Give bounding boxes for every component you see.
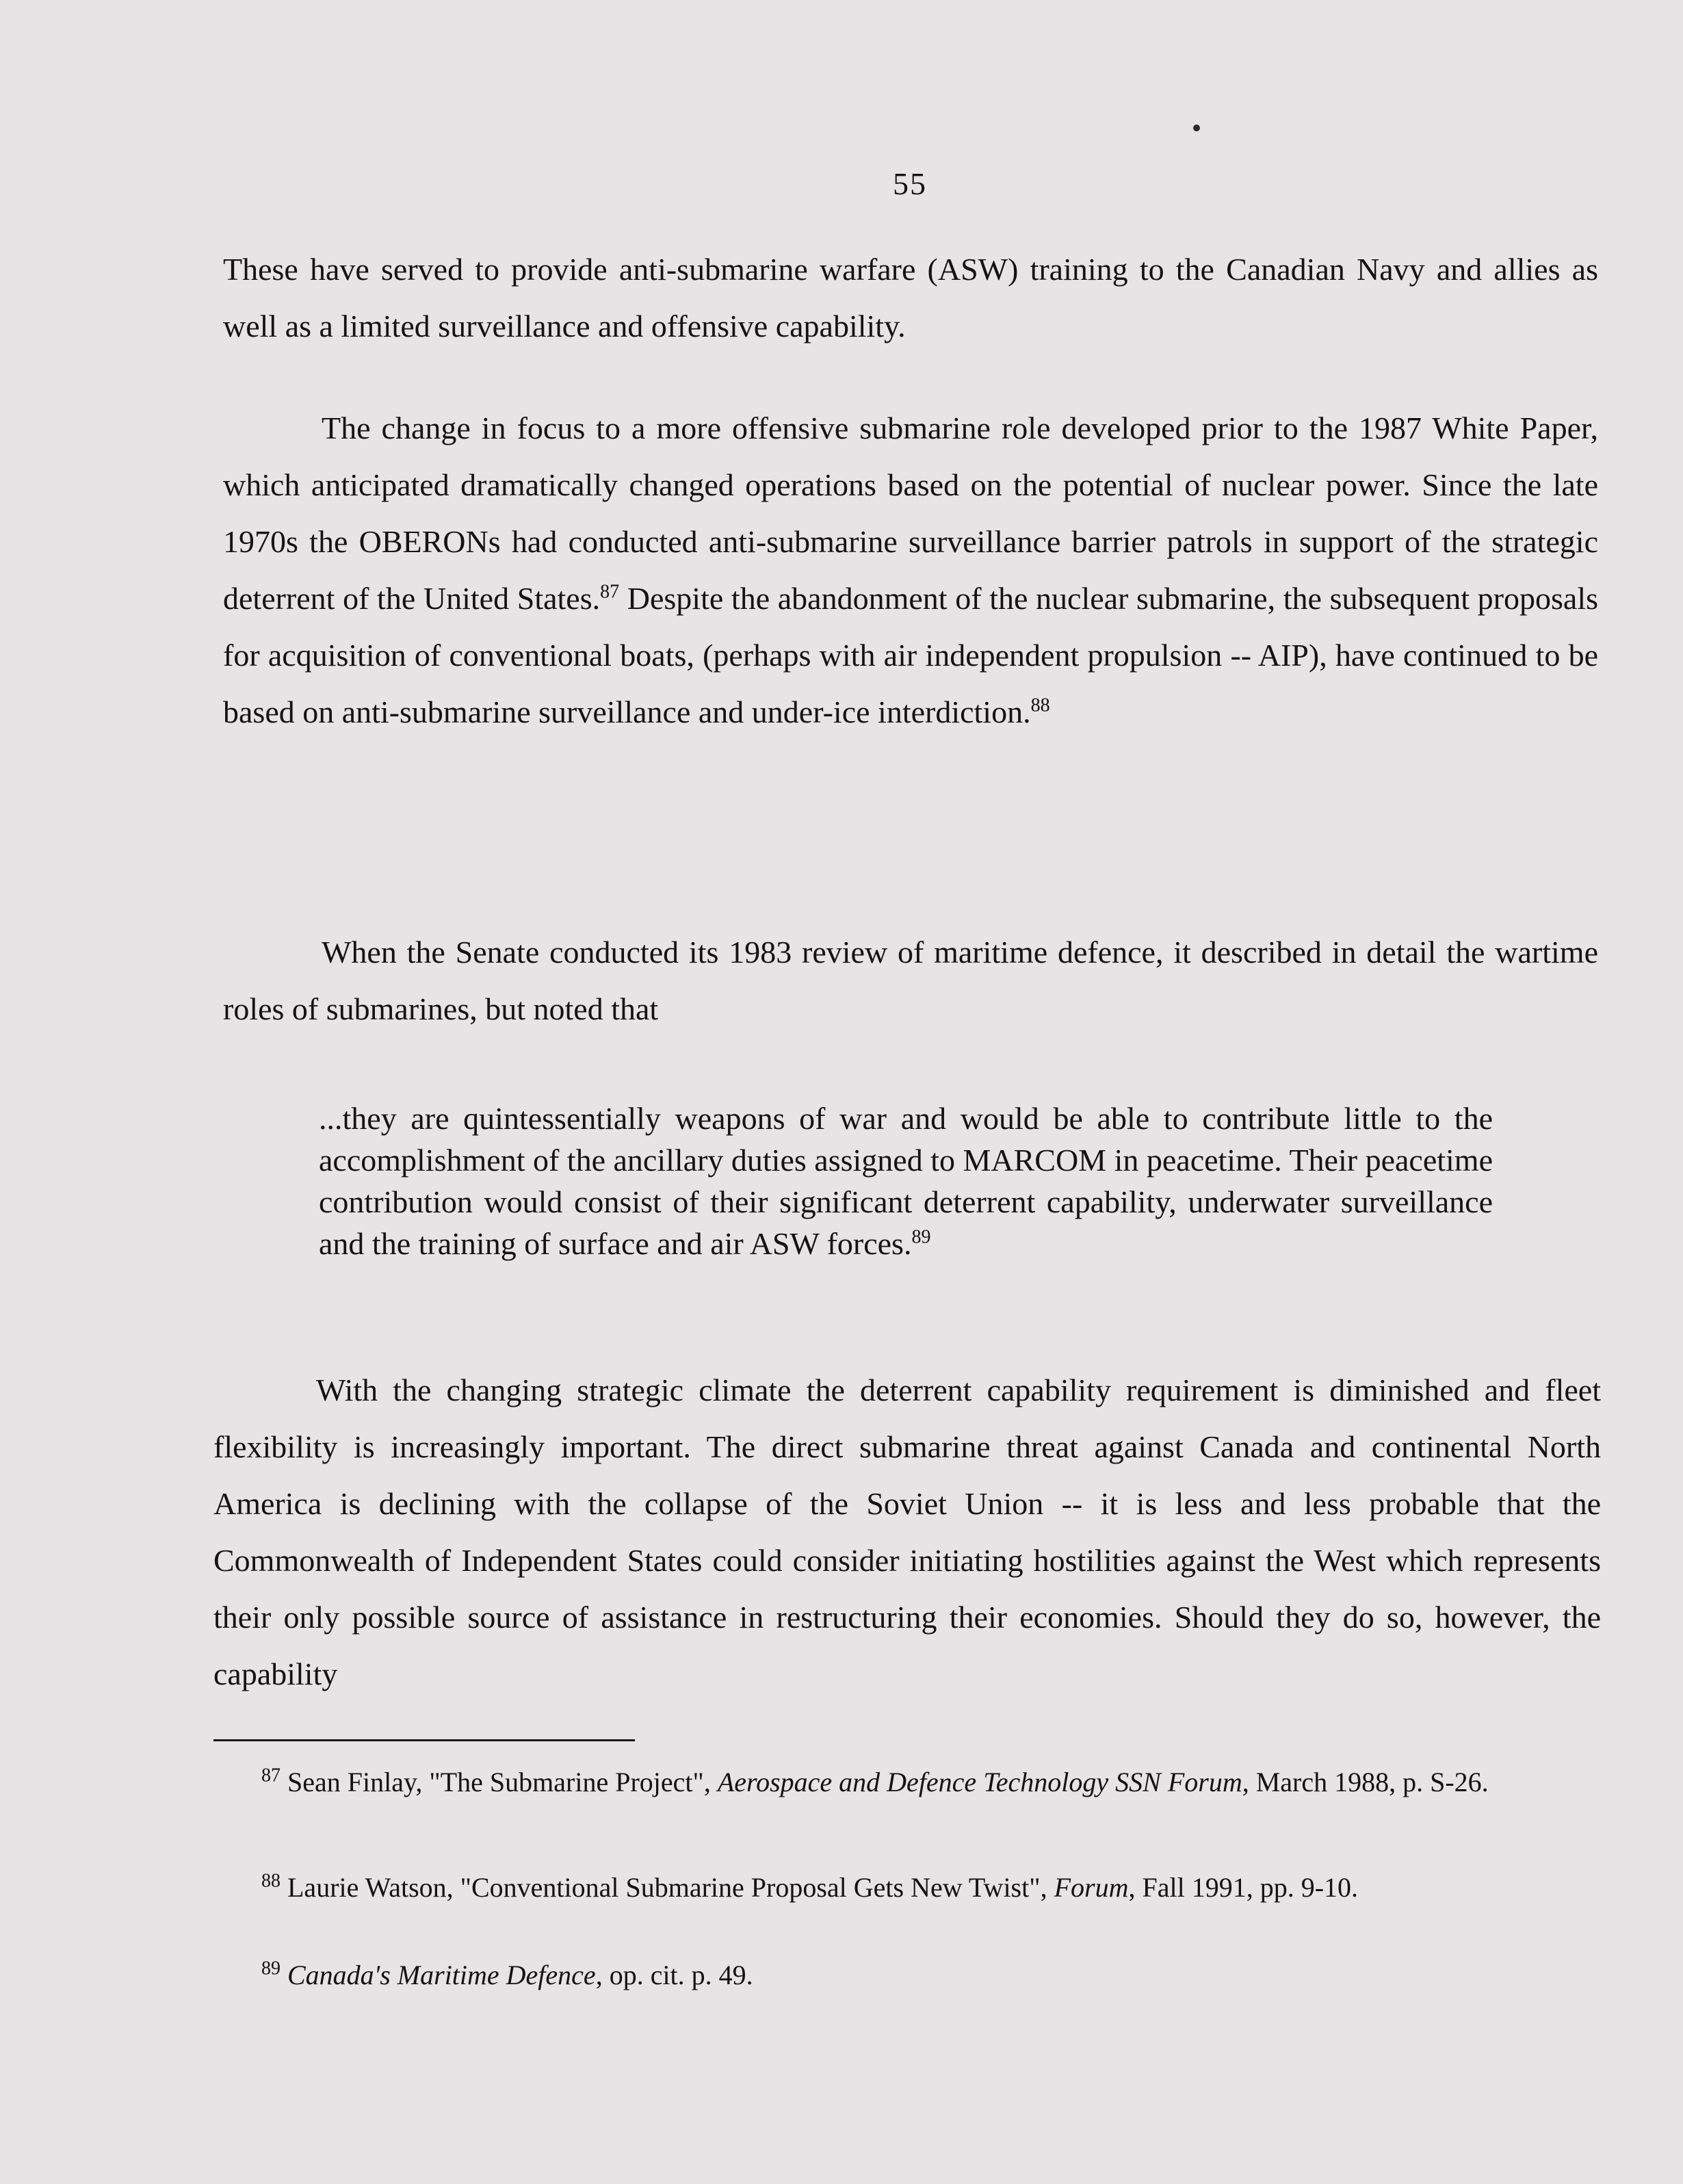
- footnote-89: [213, 1957, 1513, 1994]
- block-quote: [319, 1097, 1493, 1264]
- footnote-title: Canada's Maritime Defence: [287, 1960, 596, 1990]
- footnote-number: 87: [261, 1765, 280, 1786]
- footnote-ref-89: 89: [911, 1226, 931, 1248]
- footnote-divider: [213, 1739, 635, 1741]
- block-quote-text: ...they are quintessentially weapons of war and would be able to contribute little to the accomplishment of the ancillary duties assigned to MARCOM in peacetime. Their peacetime contribution would consist of their significant deterrent capability, underwater surveillance and the training of surface and air ASW forces.: [319, 1101, 1493, 1261]
- footnote-ref-87: 87: [600, 581, 620, 603]
- paragraph-1: These have served to provide anti-submarine warfare (ASW) training to the Canadian Navy and allies as well as a limited surveillance and offensive capability.: [223, 252, 1598, 343]
- footnote-text: , March 1988, p. S-26.: [1242, 1767, 1489, 1797]
- paragraph-3: When the Senate conducted its 1983 review of maritime defence, it described in detail the wartime roles of submarines, but noted that: [223, 935, 1598, 1026]
- paragraph-2-text-a: The change in focus to a more offensive submarine role developed prior to the 1987 White Paper, which anticipated dramatically changed operations based on the potential of nuclear power. Since the late 1970s the OBERONs had conducted anti-submarine surveillance barrier patrols in support of the strategic deterrent of the United States.: [223, 411, 1598, 616]
- page-number: 55: [893, 166, 927, 201]
- paragraph-2-text-b: Despite the abandonment of the nuclear submarine, the subsequent proposals for acquisition of conventional boats, (perhaps with air independent propulsion -- AIP), have continued to be based on anti-submarine surveillance and under-ice interdiction.: [223, 581, 1599, 729]
- footnote-text: Sean Finlay, "The Submarine Project",: [280, 1767, 718, 1797]
- ink-speck: [1193, 125, 1200, 131]
- footnote-number: 88: [261, 1870, 280, 1892]
- footnote-title: Forum: [1054, 1872, 1129, 1903]
- paragraph-4: With the changing strategic climate the deterrent capability requirement is diminished and fleet flexibility is increasingly important. The direct submarine threat against Canada and continental North America is declining with the collapse of the Soviet Union -- it is less and less probable that the Commonwealth of Independent States could consider initiating hostilities against the West which represents their only possible source of assistance in restructuring their economies. Should they do so, however, the capability: [213, 1373, 1601, 1691]
- footnote-title: Aerospace and Defence Technology SSN Forum: [717, 1767, 1242, 1797]
- footnote-text: , op. cit. p. 49.: [595, 1960, 753, 1990]
- footnote-87: [213, 1764, 1513, 1801]
- footnote-text: Laurie Watson, "Conventional Submarine Proposal Gets New Twist",: [280, 1872, 1054, 1903]
- footnote-88: [213, 1869, 1513, 1906]
- footnote-number: 89: [261, 1958, 280, 1979]
- footnote-text: [280, 1960, 287, 1990]
- footnote-text: , Fall 1991, pp. 9-10.: [1128, 1872, 1359, 1903]
- paragraph-2: [223, 400, 1598, 740]
- footnote-ref-88: 88: [1030, 694, 1050, 716]
